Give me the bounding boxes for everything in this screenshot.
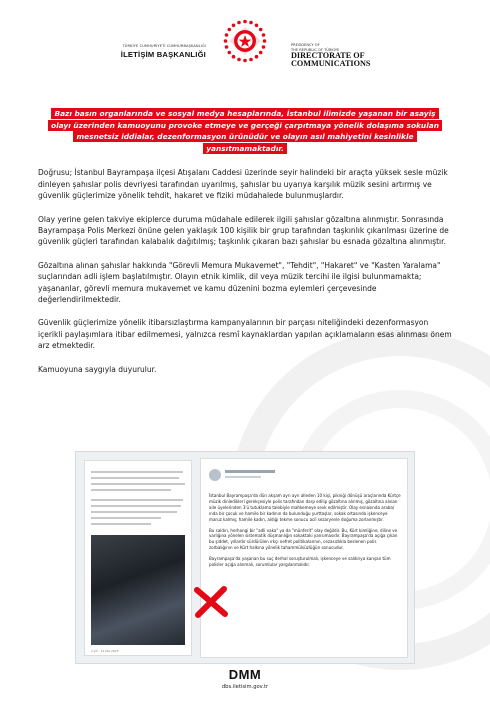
account-name <box>225 470 275 473</box>
post-text-line <box>91 499 183 501</box>
highlight-statement-text: Bazı basın organlarında ve sosyal medya hesaplarında, İstanbul ilimizde yaşanan bir asayiş olayı üzerinden kamuoyunu provoke etmeye ve gerçeği çarpıtmaya yönelik dolaşıma sokulan mesnetsiz iddialar, dezenformasyon ürünüdür ve olayın asıl mahiyetini kesinlikle yansıtmamaktadır. <box>48 108 442 154</box>
highlight-statement <box>38 108 452 154</box>
disinformation-screenshot <box>75 451 415 664</box>
presidential-seal-icon <box>223 19 267 63</box>
right-logo-title-1: DIRECTORATE OF <box>291 51 365 60</box>
post-text-line <box>91 505 181 507</box>
left-logo-title: İLETİŞİM BAŞKANLIĞI <box>120 50 206 59</box>
letterhead <box>0 0 490 90</box>
paragraph-2: Olay yerine gelen takviye ekiplerce duruma müdahale edilerek ilgili şahıslar gözaltına alınmıştır. Sonrasında Bayrampaşa Polis Merkezi önüne gelen yaklaşık 100 kişilik bir grup tarafından taşkınlık çıkarılması üzerine de güvenlik güçleri tarafından kalabalık dağıtılmış; taşkınlık çıkaran bazı şahıslar bu esnada gözaltına alınmıştır. <box>38 214 449 247</box>
paragraph-4: Güvenlik güçlerimize yönelik itibarsızlaştırma kampanyalarının bir parçası niteliğindeki dezenformasyon içerikli paylaşımlara itibar edilmemesi, yalnızca resmî kaynaklardan yapılan açıklamaların esas alınması önem arz etmektedir. <box>38 318 452 351</box>
red-cross-icon <box>193 584 229 620</box>
right-logo-block <box>291 43 441 69</box>
post-text-line <box>91 517 161 519</box>
post-body <box>209 493 401 573</box>
paragraph-3: Gözaltına alınan şahıslar hakkında "Görevli Memura Mukavemet", "Tehdit", "Hakaret" ve "Kasten Yaralama" suçlarından adli işlem başlatılmıştır. Olayın etnik kimlik, dil veya müzik tercihi ile ilgisi bulunmamakta; yaşananlar, görevli memura mukavemet ve kamu düzenini bozma eylemleri çerçevesinde değerlendirilmektedir. <box>38 260 441 305</box>
video-thumbnail <box>91 535 185 645</box>
left-logo-block <box>56 44 206 59</box>
post-text-line <box>91 477 179 479</box>
paragraph-5-closing: Kamuoyuna saygıyla duyurulur. <box>38 364 157 374</box>
footer-url: dbs.iletisim.gov.tr <box>221 684 269 690</box>
left-logo-small-text: TÜRKİYE CUMHURİYETİ CUMHURBAŞKANLIĞI <box>122 44 206 48</box>
post-text-line <box>91 511 177 513</box>
paragraph-1: Doğrusu; İstanbul Bayrampaşa ilçesi Atışalanı Caddesi üzerinde seyir halindeki bir araçta yüksek sesle müzik dinleyen şahıslar polis devriyesi tarafından uyarılmış, şahıslar bu uyarıya karşılık müzik sesini artırmış ve güvenlik güçlerimize yönelik tehdit, hakaret ve fiziki müdahalede bulunmuşlardır. <box>38 168 448 201</box>
right-logo-title-2: COMMUNICATIONS <box>291 59 371 69</box>
post-text-line <box>91 489 171 491</box>
post-text-line <box>91 471 183 473</box>
post-text-line <box>91 523 151 525</box>
right-logo-small-1: PRESIDENCY OF <box>291 43 320 47</box>
dmm-logo: DMM <box>228 667 262 682</box>
post-paragraph-1: İstanbul Bayrampaşa'da dün akşam ayrı ayrı alleden 10 kişi, pikniği dönüşü araçlarında Kürtçe müzik dinledikleri gerekçesiyle polis tarafından darp edilip gözaltına alınmış, gözaltına alınan aile üyelerinden 3'ü tutuklama talebiyle mahkemeye sevk edilmiştir. Olay esnasında araba/ında bir çocuk ve hamile bir kadının da bulunduğu yurttaşlar, sokak ortasında işkenceye maruz kalmış; hamile kadın, aldığı tekme sonucu acil sezaryenle doğuma zorlanmıştır. <box>209 493 401 522</box>
post-text-line <box>91 483 185 485</box>
post-paragraph-2: Bu saldırı, herhangi bir "adli vaka" ya da "münferit" olay değildir. Bu, Kürt kimliğine, diline ve varlığına yönelen sistematik düşmanlığın sokaktaki yansımasıdır. Bayrampaşa'da açığa çıkan bu şiddet, yıllardır sürdürülen ırkçı nefret politikalarının, cezasızlıkla beslenen polis zorbalığının ve Kürt halkına yönelik tahammülsüzlüğün sonucudur. <box>209 527 398 551</box>
post-paragraph-3: Bayrampaşa'da yaşanan bu suç derhal soruşturulmalı, işkenceye ve saldırıya karışan tüm polisler açığa alınmalı, sorumlular yargılanmalıdır. <box>209 556 391 568</box>
post-meta: 1:22 · 11 Nis 2025 <box>91 649 119 653</box>
right-logo-small-2: THE REPUBLIC OF TÜRKİYE <box>291 47 340 52</box>
avatar <box>209 469 221 481</box>
left-post-screenshot <box>84 460 192 656</box>
account-handle <box>225 476 261 478</box>
statement-body <box>38 108 452 387</box>
right-post-screenshot <box>200 458 408 658</box>
